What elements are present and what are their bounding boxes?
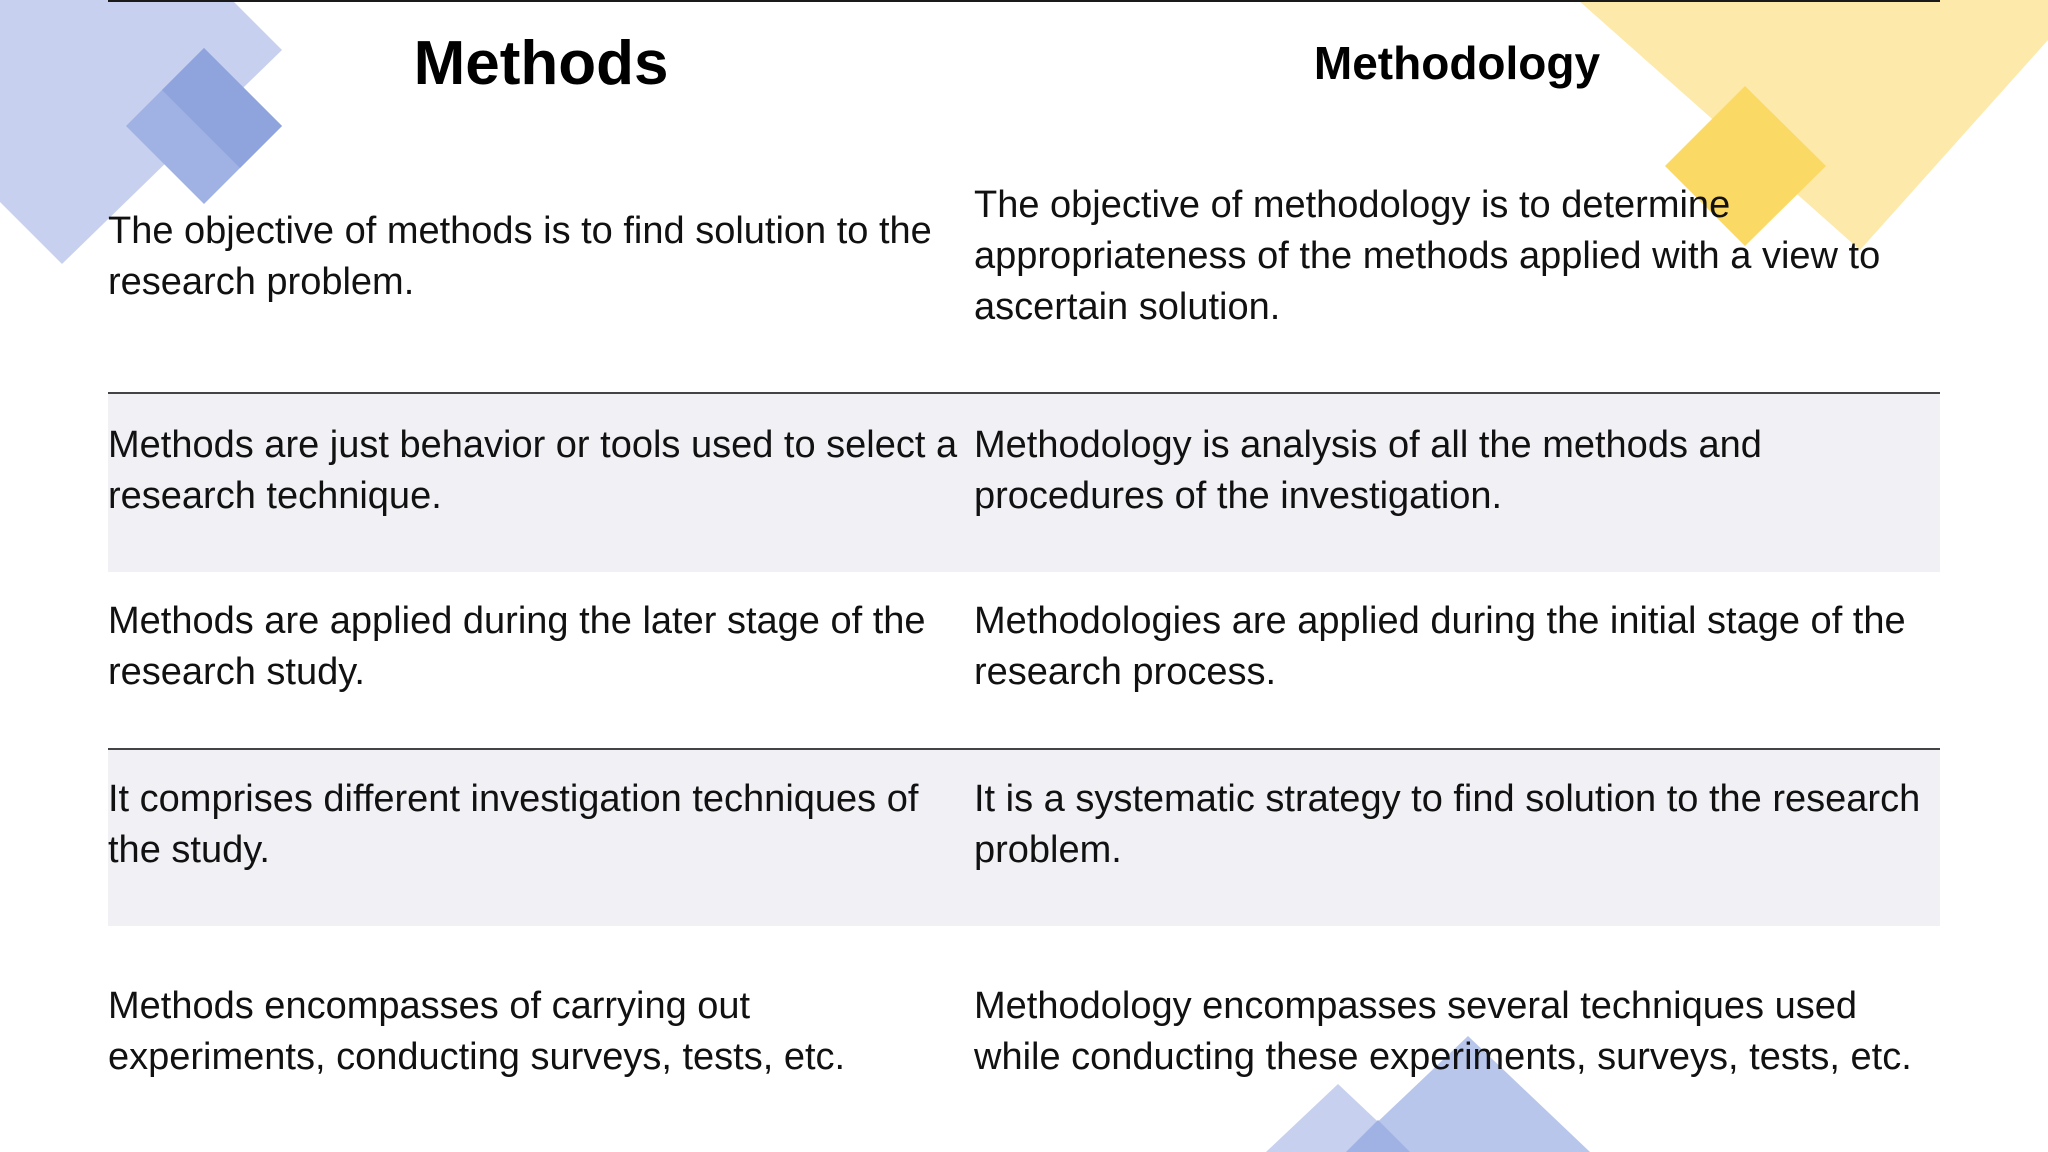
table-header-row	[108, 2, 1940, 120]
table-row	[108, 926, 1940, 1152]
header-methods: Methods	[413, 29, 669, 98]
methodology-cell: Methodology is analysis of all the methods and procedures of the investigation.	[974, 424, 1762, 517]
methodology-cell: Methodologies are applied during the initial stage of the research process.	[974, 600, 1906, 693]
methods-cell: Methods are just behavior or tools used to select a research technique.	[108, 424, 958, 517]
methods-cell: Methods encompasses of carrying out experiments, conducting surveys, tests, etc.	[108, 985, 846, 1078]
methodology-cell: It is a systematic strategy to find solution to the research problem.	[974, 778, 1921, 871]
table-row	[108, 572, 1940, 748]
methods-cell: It comprises different investigation techniques of the study.	[108, 778, 919, 871]
methods-cell: The objective of methods is to find solution to the research problem.	[108, 209, 932, 303]
methods-cell: Methods are applied during the later stage of the research study.	[108, 600, 926, 693]
methodology-cell: Methodology encompasses several techniques used while conducting these experiments, surveys, tests, etc.	[974, 985, 1912, 1078]
methodology-cell: The objective of methodology is to determine appropriateness of the methods applied with a view to ascertain solution.	[974, 184, 1881, 328]
table-row	[108, 748, 1940, 926]
table-row	[108, 120, 1940, 393]
table-row	[108, 392, 1940, 572]
header-methodology: Methodology	[1313, 37, 1601, 89]
